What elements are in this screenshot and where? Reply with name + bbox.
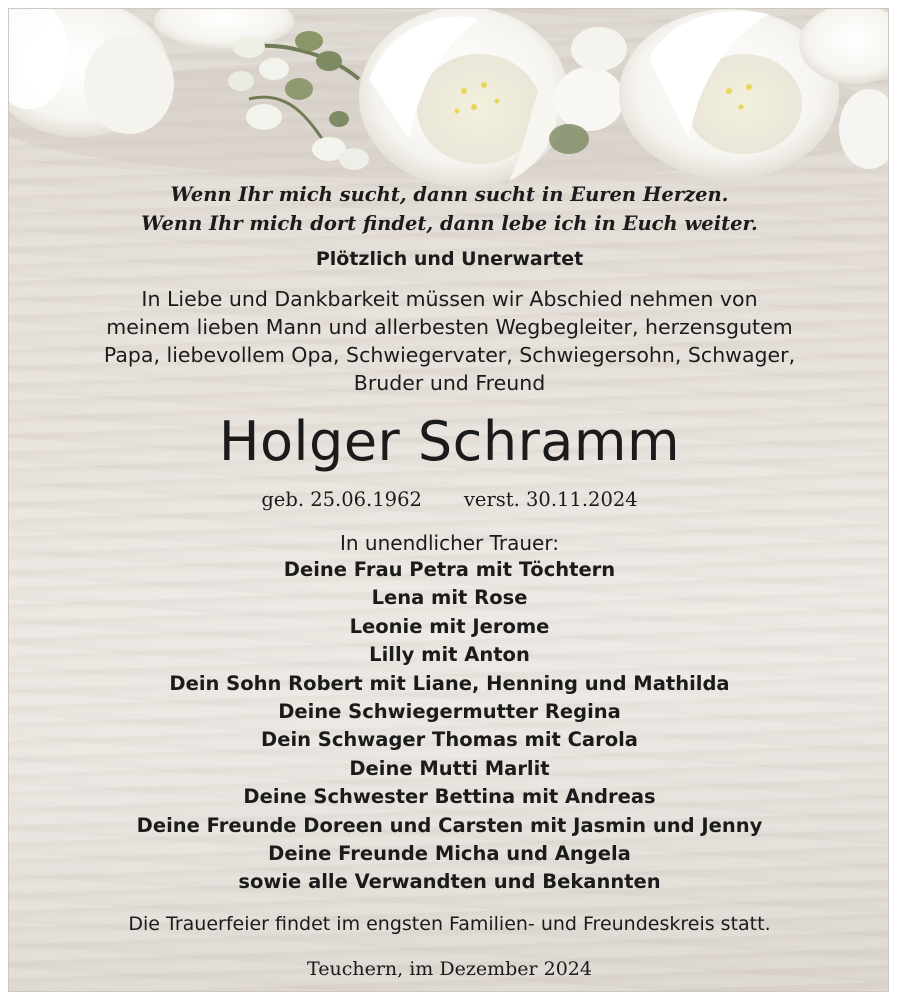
family-line: Deine Freunde Micha und Angela <box>268 841 631 865</box>
place-date: Teuchern, im Dezember 2024 <box>307 958 592 980</box>
birth-date: geb. 25.06.1962 <box>261 488 422 511</box>
family-list <box>9 556 889 897</box>
family-line: Lena mit Rose <box>371 586 528 610</box>
center-tulip <box>359 9 569 187</box>
verse <box>9 180 889 238</box>
family-line: Deine Mutti Marlit <box>349 756 550 780</box>
family-line: Leonie mit Jerome <box>349 614 550 638</box>
family-line: Deine Freunde Doreen und Carsten mit Jasmin und Jenny <box>136 813 763 837</box>
family-line: Deine Schwiegermutter Regina <box>278 699 621 723</box>
family-line: Dein Sohn Robert mit Liane, Henning und Mathilda <box>169 671 730 695</box>
verse-line: Wenn Ihr mich sucht, dann sucht in Euren Herzen. <box>170 183 729 206</box>
verse-line: Wenn Ihr mich dort findet, dann lebe ich in Euch weiter. <box>141 212 758 235</box>
obituary-card <box>8 8 889 992</box>
white-flowers-image <box>9 9 889 199</box>
intro-line: In Liebe und Dankbarkeit müssen wir Abschied nehmen von <box>141 287 758 311</box>
life-dates <box>9 486 889 514</box>
family-line: Deine Schwester Bettina mit Andreas <box>243 785 656 809</box>
intro-line: meinem lieben Mann und allerbesten Wegbegleiter, herzensgutem <box>106 315 793 339</box>
intro-line: Papa, liebevollem Opa, Schwiegervater, Schwiegersohn, Schwager, <box>103 343 796 367</box>
family-line: Deine Frau Petra mit Töchtern <box>283 558 616 581</box>
mourning-intro: In unendlicher Trauer: <box>340 531 559 555</box>
intro-line: Bruder und Freund <box>353 371 546 395</box>
left-tulip <box>9 9 174 137</box>
family-line: Dein Schwager Thomas mit Carola <box>261 728 638 752</box>
death-date: verst. 30.11.2024 <box>463 488 638 511</box>
family-line: sowie alle Verwandten und Bekannten <box>238 870 661 894</box>
subtitle: Plötzlich und Unerwartet <box>315 248 584 270</box>
deceased-name: Holger Schramm <box>218 410 681 473</box>
ceremony-note: Die Trauerfeier findet im engsten Familien- und Freundeskreis statt. <box>128 913 771 935</box>
family-line: Lilly mit Anton <box>369 643 530 667</box>
intro-text <box>9 285 889 397</box>
